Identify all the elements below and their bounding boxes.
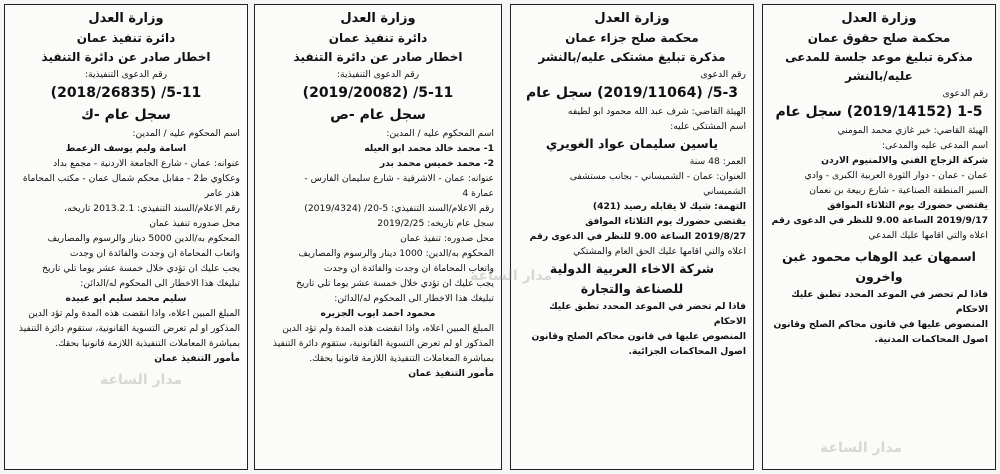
defendant-label: اسم المشتكى عليه:	[670, 121, 746, 132]
notice-text: يقتضي حضورك يوم الثلاثاء الموافق	[585, 216, 746, 227]
case-label: رقم الدعوى	[942, 88, 988, 99]
age-line: العمر: 48 سنة	[689, 156, 746, 167]
notice-text: تبليغك هذا الاخطار الى المحكوم له/الدائن:	[80, 278, 240, 289]
debtor-name: اسامة وليم يوسف الزعمط	[65, 143, 187, 154]
judge-line: الهيئة القاضي: شرف عبد الله محمود ابو لطيفه	[567, 106, 746, 117]
address-line: عنوانه: عمان - شارع الجامعة الاردنية - مجمع بداد	[53, 158, 240, 169]
notice-execution-1	[254, 4, 502, 470]
creditor-name: محمود احمد ايوب الجزيره	[320, 308, 436, 319]
company-name: شركة الزجاج الفني والالمنيوم الاردن	[821, 155, 988, 166]
case-label: رقم الدعوى التنفيذية:	[336, 69, 420, 80]
address-line: عنوانه: عمان - الاشرفية - شارع سليمان الفارس -	[304, 173, 494, 184]
notice-criminal-court	[510, 4, 754, 470]
closing-text: بمباشرة المعاملات التنفيذية اللازمة قانونيا بحقك.	[309, 353, 494, 364]
closing-text: المذكور او لم تعرض التسوية القانونية، ستقوم دائرة التنفيذ	[272, 338, 494, 349]
case-number: 1-5 (2019/14152) سجل عام	[775, 104, 983, 120]
notice-civil-court	[762, 4, 996, 470]
footer-text: فاذا لم تحضر في الموعد المحدد تطبق عليك الاحكام	[791, 289, 988, 315]
debtor-name: 2- محمد خميس محمد بدر	[379, 158, 494, 169]
signature-line: مأمور التنفيذ عمان	[154, 353, 240, 364]
closing-text: المبلغ المبين اعلاه، واذا انقضت هذه المدة ولم تؤد الدين	[282, 323, 494, 334]
plaintiff-name: اسمهان عبد الوهاب محمود غبن	[782, 249, 976, 264]
notice-title: مذكرة تبليغ موعد جلسة للمدعى عليه/بالنشر	[785, 50, 973, 83]
notice-title: مذكرة تبليغ مشتكى عليه/بالنشر	[538, 50, 726, 64]
footer-text: المنصوص عليها في قانون محاكم الصلح وقانون	[773, 319, 988, 330]
footer-text: المنصوص عليها في قانون محاكم الصلح وقانون	[531, 331, 746, 342]
department-name: دائرة تنفيذ عمان	[76, 31, 176, 45]
ministry-title: وزارة العدل	[594, 11, 670, 26]
judge-line: الهيئة القاضي: خير غازي محمد المومني	[837, 125, 988, 136]
notice-text: اعلاه والتي اقامها عليك الحق العام والمشتكي	[573, 246, 746, 257]
notice-text: 2019/9/17 الساعة 9.00 للنظر في الدعوى رقم	[771, 215, 988, 226]
signature-line: مأمور التنفيذ عمان	[408, 368, 494, 379]
notice-title: اخطار صادر عن دائرة التنفيذ	[41, 50, 211, 64]
footer-text: اصول المحاكمات الجزائية.	[628, 346, 746, 357]
reference-line: محل صدوره: تنفيذ عمان	[400, 233, 494, 244]
court-name: محكمة صلح جزاء عمان	[565, 31, 699, 45]
notice-title: اخطار صادر عن دائرة التنفيذ	[293, 50, 463, 64]
watermark-text: مدار الساعة	[100, 372, 183, 388]
address-line: عمارة 4	[462, 188, 494, 199]
closing-text: بمباشرة المعاملات التنفيذية اللازمة قانونيا بحقك.	[55, 338, 240, 349]
case-number: 5-11/ (2018/26835)	[50, 85, 202, 101]
notice-text: يقتضي حضورك يوم الثلاثاء الموافق	[827, 200, 988, 211]
address-line: هذر عامر	[204, 188, 240, 199]
address-line: وعكاوي ط2 - مقابل محكم شمال عمان - مكتب المحاماة	[22, 173, 240, 184]
amount-line: المحكوم به/الدين 5000 دينار والرسوم والمصاريف	[47, 233, 240, 244]
reference-line: رقم الاعلام/السند التنفيذي: 2013.2.1 تاريخه،	[64, 203, 240, 214]
ministry-title: وزارة العدل	[88, 11, 164, 26]
case-number: 5-3/ (2019/11064) سجل عام	[525, 85, 739, 101]
ministry-title: وزارة العدل	[340, 11, 416, 26]
reference-line: محل صدوره تنفيذ عمان	[149, 218, 240, 229]
defendant-label: اسم المدعى عليه والمدعى:	[881, 140, 988, 151]
address-line: السير المنطقة الصناعية - شارع ربيعة بن نعمان	[809, 185, 988, 196]
case-label: رقم الدعوى	[700, 69, 746, 80]
case-number: 5-11/ (2019/20082)	[302, 85, 454, 101]
department-name: دائرة تنفيذ عمان	[328, 31, 428, 45]
court-name: محكمة صلح حقوق عمان	[807, 31, 951, 45]
notice-text: يجب عليك ان تؤدي خلال خمسة عشر يوما تلي تاريخ	[42, 263, 240, 274]
watermark-text: مدار الساعة	[470, 268, 553, 284]
address-line: العنوان: عمان - الشميساني - بجانب مستشفى	[569, 171, 746, 182]
closing-text: المبلغ المبين اعلاه، واذا انقضت هذه المدة ولم تؤد الدين	[28, 308, 240, 319]
creditor-name: سليم محمد سليم ابو عبيده	[65, 293, 187, 304]
amount-line: واتعاب المحاماة ان وجدت والفائدة ان وجدت	[69, 248, 240, 259]
complainant-name: شركة الاخاء العربية الدولية	[549, 261, 715, 276]
address-line: الشميساني	[703, 186, 746, 197]
complainant-name-2: للصناعة والتجارة	[580, 281, 684, 296]
register-line: سجل عام -ص	[330, 107, 426, 123]
footer-text: اصول المحاكمات المدنية.	[874, 334, 988, 345]
notice-text: 2019/8/27 الساعة 9.00 للنظر في الدعوى رقم	[529, 231, 746, 242]
plaintiff-suffix: واخرون	[855, 269, 903, 284]
notice-text: تبليغك هذا الاخطار الى المحكوم له/الدائن:	[334, 293, 494, 304]
notice-execution-2	[4, 4, 248, 470]
debtor-label: اسم المحكوم عليه / المدين:	[132, 128, 240, 139]
reference-line: رقم الاعلام/السند التنفيذي: 5-20/ (2019/4324)	[304, 203, 494, 214]
charge-line: التهمة: شيك لا يقابله رصيد (421)	[592, 201, 746, 212]
footer-text: فاذا لم تحضر في الموعد المحدد تطبق عليك الاحكام	[549, 301, 746, 327]
case-label: رقم الدعوى التنفيذية:	[84, 69, 168, 80]
ministry-title: وزارة العدل	[841, 11, 917, 26]
defendant-name: ياسين سليمان عواد الغويري	[545, 136, 719, 151]
amount-line: واتعاب المحاماة ان وجدت والفائدة ان وجدت	[323, 263, 494, 274]
notice-text: اعلاه والتي اقامها عليك المدعي	[868, 230, 988, 241]
address-line: عمان - عمان - دوار الثورة العربية الكبرى - وادي	[804, 170, 988, 181]
reference-line: سجل عام تاريخه: 2019/2/25	[377, 218, 494, 229]
debtor-name: 1- محمد خالد محمد ابو العيله	[364, 143, 494, 154]
watermark-text: مدار الساعة	[820, 440, 903, 456]
amount-line: المحكوم به/الدين: 1000 دينار والرسوم والمصاريف	[298, 248, 494, 259]
notice-text: يجب عليك ان تؤدي خلال خمسة عشر يوما تلي تاريخ	[296, 278, 494, 289]
register-line: سجل عام -ك	[81, 107, 171, 123]
closing-text: المذكور او لم تعرض التسوية القانونية، ستقوم دائرة التنفيذ	[18, 323, 240, 334]
debtor-label: اسم المحكوم عليه / المدين:	[386, 128, 494, 139]
